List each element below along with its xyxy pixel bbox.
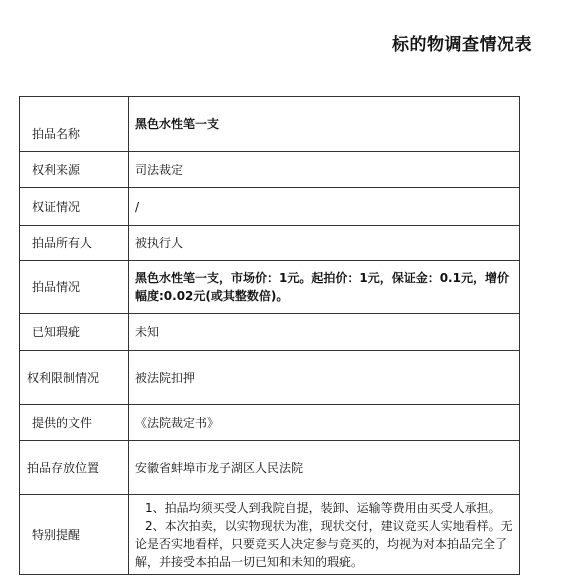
table-row bbox=[20, 314, 520, 351]
row-value-item-name: 黑色水性笔一支 bbox=[129, 97, 520, 152]
row-label-provided-documents: 提供的文件 bbox=[20, 405, 129, 441]
row-label-title-certificate: 权证情况 bbox=[20, 188, 129, 226]
row-value-storage-location: 安徽省蚌埠市龙子湖区人民法院 bbox=[129, 441, 520, 495]
row-value-provided-documents: 《法院裁定书》 bbox=[129, 405, 520, 441]
table-row bbox=[20, 188, 520, 226]
table-row bbox=[20, 152, 520, 188]
row-value-owner: 被执行人 bbox=[129, 226, 520, 261]
row-label-special-reminder: 特别提醒 bbox=[20, 495, 129, 575]
row-label-known-defects: 已知瑕疵 bbox=[20, 314, 129, 351]
row-label-rights-source: 权利来源 bbox=[20, 152, 129, 188]
table-row bbox=[20, 351, 520, 405]
row-value-rights-restriction: 被法院扣押 bbox=[129, 351, 520, 405]
table-row bbox=[20, 226, 520, 261]
row-value-known-defects: 未知 bbox=[129, 314, 520, 351]
row-value-special-reminder bbox=[129, 495, 520, 575]
row-label-rights-restriction: 权利限制情况 bbox=[20, 351, 129, 405]
table-row bbox=[20, 97, 520, 152]
row-label-owner: 拍品所有人 bbox=[20, 226, 129, 261]
row-value-rights-source: 司法裁定 bbox=[129, 152, 520, 188]
table-row bbox=[20, 441, 520, 495]
table-row bbox=[20, 495, 520, 575]
row-value-title-certificate: / bbox=[129, 188, 520, 226]
row-label-item-condition: 拍品情况 bbox=[20, 261, 129, 314]
document-title: 标的物调查情况表 bbox=[392, 35, 532, 55]
table-row bbox=[20, 405, 520, 441]
row-label-item-name: 拍品名称 bbox=[20, 97, 129, 152]
row-value-item-condition: 黑色水性笔一支，市场价：1元。起拍价：1元，保证金：0.1元，增价幅度:0.02元(或其整数倍)。 bbox=[129, 261, 520, 314]
auction-item-info-table bbox=[19, 96, 520, 575]
table-row bbox=[20, 261, 520, 314]
row-label-storage-location: 拍品存放位置 bbox=[20, 441, 129, 495]
reminder-paragraph: 1、拍品均须买受人到我院自提，装卸、运输等费用由买受人承担。 bbox=[145, 500, 501, 515]
reminder-paragraph: 2、本次拍卖，以实物现状为准，现状交付，建议竞买人实地看样。无论是否实地看样，只要竞买人决定参与竞买的，均视为对本拍品完全了解，并接受本拍品一切已知和未知的瑕疵。 bbox=[135, 518, 513, 569]
